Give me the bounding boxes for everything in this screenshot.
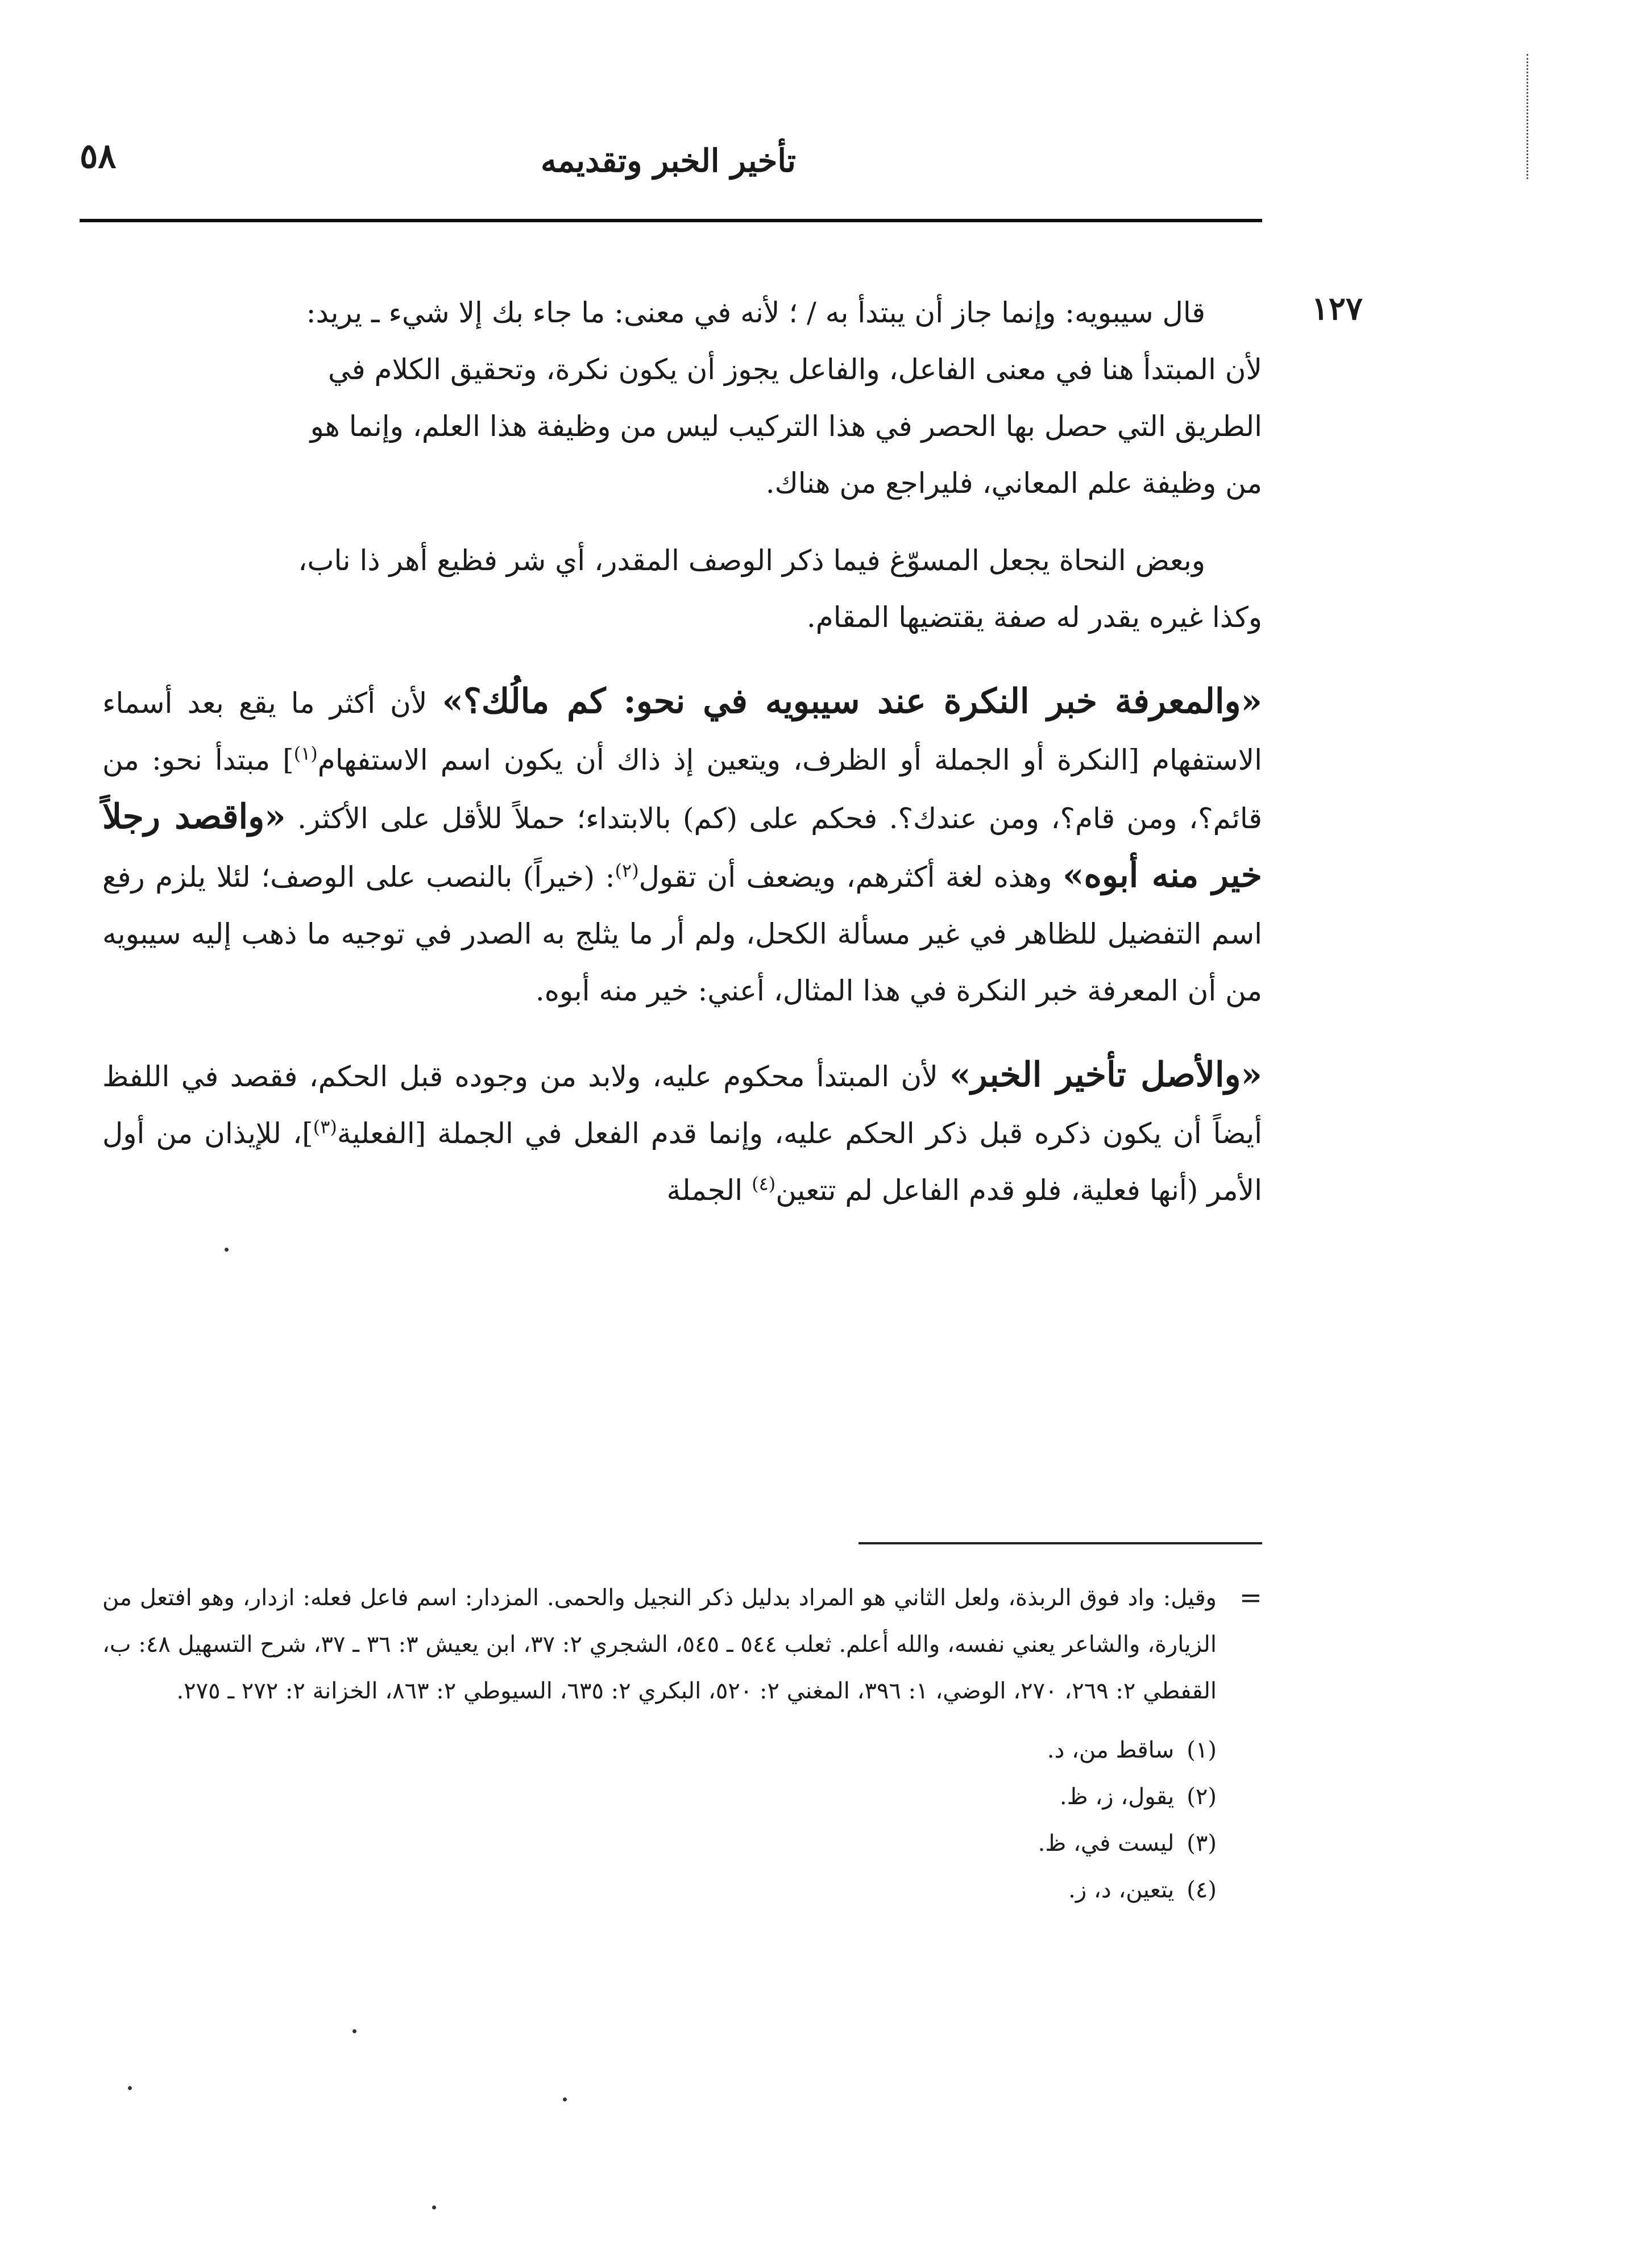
footnote-item: [102, 1867, 1217, 1913]
scan-speck: [128, 2086, 132, 2090]
footnote-text: يتعين، د، ز.: [1068, 1877, 1175, 1903]
main-text: [102, 284, 1262, 1219]
continuation-mark: =: [1239, 1582, 1262, 1614]
footnote-ref-2: (٢): [615, 859, 639, 882]
paragraph-3: [102, 673, 1262, 1019]
paragraph-line: قال سيبويه: وإنما جاز أن يبتدأ به / ؛ لأنه في معنى: ما جاء بك إلا شيء ـ يريد:: [306, 296, 1205, 329]
paragraph-3-lead: «والمعرفة خبر النكرة عند سيبويه في نحو: كم مالُك؟»: [442, 682, 1262, 721]
paragraph-3-text: وهذه لغة أكثرهم، ويضعف أن تقول: [638, 861, 1063, 894]
header-rule: [80, 219, 1262, 222]
paragraph-2: [102, 532, 1262, 646]
footnote-continuation: [102, 1575, 1262, 1714]
paragraph-3-text: لأن أكثر ما يقع بعد أسماء الاستفهام [النكرة أو الجملة أو الظرف، ويتعين إذ ذاك أن يكون اسم الاستفهام: [102, 687, 1262, 776]
paragraph-line: لأن المبتدأ هنا في معنى الفاعل، والفاعل يجوز أن يكون نكرة، وتحقيق الكلام في: [328, 353, 1262, 386]
paragraph-line: من وظيفة علم المعاني، فليراجع من هناك.: [765, 467, 1262, 500]
footnote-ref-3: (٣): [313, 1116, 337, 1138]
footnote-ref-4: (٤): [752, 1173, 776, 1195]
scan-speck: [432, 2205, 436, 2209]
paragraph-4-text: ]، للإيذان من أول الأمر (أنها فعلية، فلو قدم الفاعل لم تتعين: [102, 1117, 1262, 1207]
footnote-item: [102, 1773, 1217, 1820]
scan-speck: [352, 2029, 356, 2033]
footnotes: [102, 1575, 1262, 1913]
scan-speck: [225, 1248, 229, 1252]
section-number: ١٢٧: [1311, 290, 1363, 327]
footnote-item: [102, 1820, 1217, 1867]
footnote-text: ليست في، ظ.: [1038, 1830, 1175, 1856]
footnote-text: يقول، ز، ظ.: [1059, 1784, 1175, 1810]
footnote-ref-1: (١): [293, 742, 318, 765]
footnote-continuation-text: وقيل: واد فوق الربذة، ولعل الثاني هو المراد بدليل ذكر النجيل والحمى. المزدار: اسم فاعل فعله: ازدار، وهو افتعل من الزيارة، والشاعر يعني نفسه، والله أعلم. ثعلب ٥٤٤ ـ ٥٤٥، الشجري ٢: ٣٧، ابن يعيش ٣: ٣٦ ـ ٣٧، شرح التسهيل ٤٨: ب، القفطي ٢: ٢٦٩، ٢٧٠، الوضي، ١: ٣٩٦، المغني ٢: ٥٢٠، البكري ٢: ٦٣٥، السيوطي ٢: ٨٦٣، الخزانة ٢: ٢٧٢ ـ ٢٧٥.: [102, 1585, 1217, 1704]
paragraph-4-text: الجملة: [666, 1174, 752, 1207]
paragraph-4: [102, 1046, 1262, 1219]
paragraph-line: الطريق التي حصل بها الحصر في هذا التركيب ليس من وظيفة هذا العلم، وإنما هو: [310, 410, 1262, 443]
footnote-rule: [858, 1542, 1262, 1544]
running-head: [80, 131, 1262, 193]
footnote-item: [102, 1727, 1217, 1773]
paragraph-3-bold-example: «واقصد رجلاً خير منه أبوه»: [102, 797, 1262, 895]
paragraph-4-lead: «والأصل تأخير الخبر»: [949, 1055, 1263, 1095]
page-number: ٥٨: [80, 136, 117, 176]
scan-speck: [563, 2097, 567, 2101]
paragraph-3-text: ] مبتدأ نحو: من قائم؟، ومن قام؟، ومن عندك؟. فحكم على (كم) بالابتداء؛ حملاً للأقل على الأكثر.: [102, 743, 1263, 835]
scan-edge-mark: [1527, 54, 1530, 179]
paragraph-3-text: : (خيراً) بالنصب على الوصف؛ لئلا يلزم رفع اسم التفضيل للظاهر في غير مسألة الكحل، ولم أر ما يثلج به الصدر في توجيه ما ذهب إليه سيبويه من أن المعرفة خبر النكرة في هذا المثال، أعني: خير منه أبوه.: [102, 861, 1262, 1007]
footnote-number: (١): [1187, 1737, 1217, 1763]
running-title: تأخير الخبر وتقديمه: [541, 142, 796, 180]
paragraph-4-text: لأن المبتدأ محكوم عليه، ولابد من وجوده قبل الحكم، فقصد في اللفظ أيضاً أن يكون ذكره قبل ذكر الحكم عليه، وإنما قدم الفعل في الجملة [الفعلية: [102, 1060, 1263, 1150]
footnote-number: (٢): [1187, 1784, 1217, 1810]
footnote-number: (٣): [1187, 1830, 1217, 1856]
footnote-number: (٤): [1187, 1877, 1217, 1903]
footnote-text: ساقط من، د.: [1047, 1737, 1175, 1763]
paragraph-line: وكذا غيره يقدر له صفة يقتضيها المقام.: [806, 601, 1262, 634]
footnote-list: [102, 1727, 1262, 1913]
paragraph-1: [102, 284, 1262, 512]
paragraph-line: وبعض النحاة يجعل المسوّغ فيما ذكر الوصف المقدر، أي شر فظيع أهر ذا ناب،: [298, 544, 1205, 577]
